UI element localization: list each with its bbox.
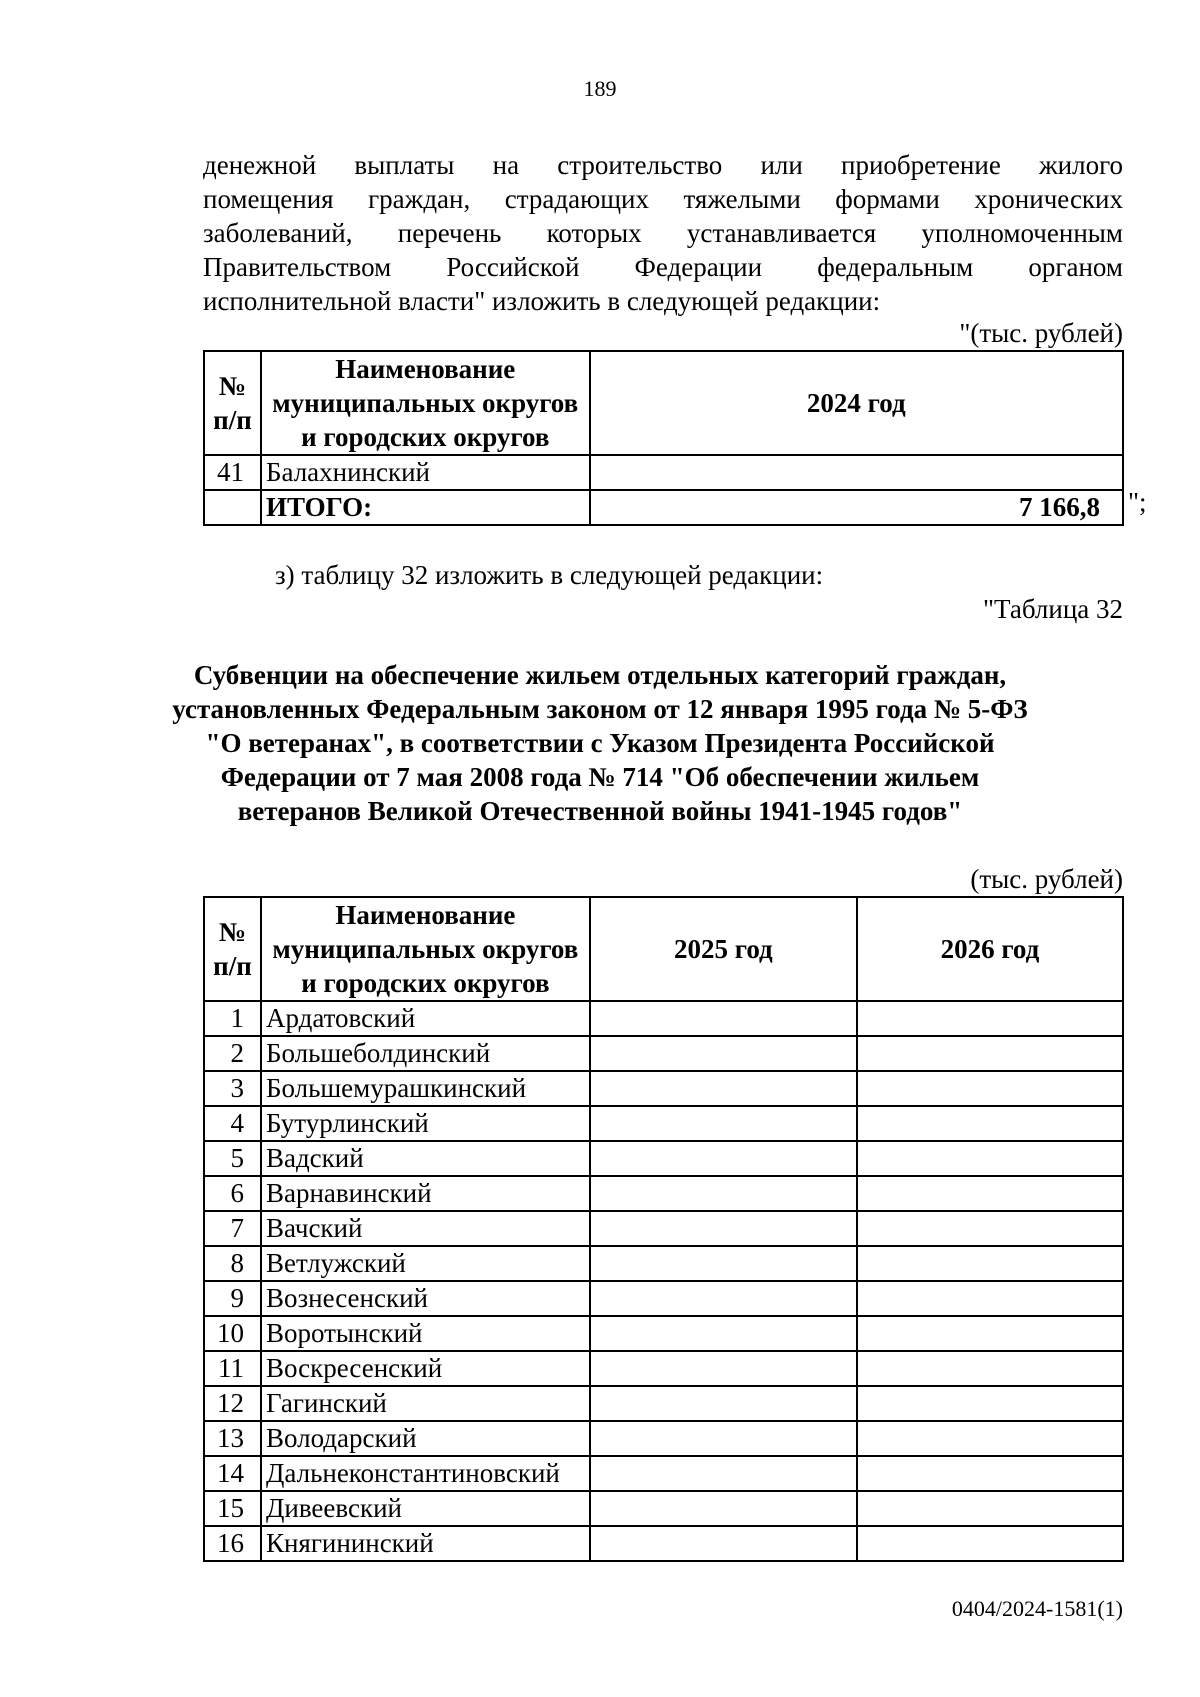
- row-value-2025: [590, 1456, 857, 1491]
- table-label: "Таблица 32: [983, 594, 1123, 624]
- row-name: Гагинский: [261, 1386, 590, 1421]
- row-name: Дивеевский: [261, 1491, 590, 1526]
- row-value-2026: [857, 1246, 1123, 1281]
- row-value-2026: [857, 1526, 1123, 1561]
- table2-units: (тыс. рублей): [970, 864, 1123, 894]
- table2-header-name: Наименование муниципальных округов и городских округов: [261, 897, 590, 1001]
- row-value-2025: [590, 1386, 857, 1421]
- row-value-2026: [857, 1141, 1123, 1176]
- row-value-2025: [590, 1491, 857, 1526]
- row-num: 11: [204, 1351, 261, 1386]
- row-name: Варнавинский: [261, 1176, 590, 1211]
- row-num: 41: [204, 455, 261, 490]
- row-value-2026: [857, 1421, 1123, 1456]
- document-code: 0404/2024-1581(1): [951, 1596, 1123, 1621]
- table2-header-num: № п/п: [204, 897, 261, 1001]
- row-value-2025: [590, 1211, 857, 1246]
- row-name: Балахнинский: [261, 455, 590, 490]
- row-num: 1: [204, 1001, 261, 1036]
- table1-total-row: [204, 490, 1123, 525]
- row-name: Ардатовский: [261, 1001, 590, 1036]
- table-row: [204, 1456, 1123, 1491]
- total-num: [204, 490, 261, 525]
- row-value-2026: [857, 1386, 1123, 1421]
- heading-line: Субвенции на обеспечение жильем отдельных категорий граждан,: [193, 660, 1007, 690]
- heading-line: Федерации от 7 мая 2008 года № 714 "Об обеспечении жильем: [220, 762, 980, 792]
- table-row: [204, 1176, 1123, 1211]
- row-value-2026: [857, 1176, 1123, 1211]
- table-row: [204, 1351, 1123, 1386]
- row-num: 3: [204, 1071, 261, 1106]
- table1-closing-quote: ";: [1128, 487, 1147, 517]
- row-num: 15: [204, 1491, 261, 1526]
- table-row: [204, 1141, 1123, 1176]
- row-value-2025: [590, 1106, 857, 1141]
- row-value-2026: [857, 1106, 1123, 1141]
- table-row: [204, 1526, 1123, 1561]
- row-value-2025: [590, 1281, 857, 1316]
- row-value-2025: [590, 1316, 857, 1351]
- row-num: 13: [204, 1421, 261, 1456]
- row-num: 7: [204, 1211, 261, 1246]
- table-row: [204, 1281, 1123, 1316]
- table-row: [204, 1246, 1123, 1281]
- row-value-2025: [590, 1036, 857, 1071]
- row-name: Воротынский: [261, 1316, 590, 1351]
- total-value: 7 166,8: [590, 490, 1123, 525]
- table2-header-row: [204, 897, 1123, 1001]
- heading-line: установленных Федеральным законом от 12 января 1995 года № 5-ФЗ: [172, 694, 1028, 724]
- row-name: Вачский: [261, 1211, 590, 1246]
- table-row: [204, 1106, 1123, 1141]
- row-value-2026: [857, 1351, 1123, 1386]
- row-value-2026: [857, 1281, 1123, 1316]
- row-value-2025: [590, 1071, 857, 1106]
- row-name: Воскресенский: [261, 1351, 590, 1386]
- table-row: [204, 1071, 1123, 1106]
- intro-line: заболеваний, перечень которых устанавливается уполномоченным: [203, 218, 1123, 248]
- table1-header-row: [204, 351, 1123, 455]
- table-row: [204, 1211, 1123, 1246]
- table-row: [204, 1001, 1123, 1036]
- table2-heading: [150, 658, 1050, 828]
- row-num: 12: [204, 1386, 261, 1421]
- table-row: [204, 1036, 1123, 1071]
- row-value-2025: [590, 1526, 857, 1561]
- row-name: Дальнеконстантиновский: [261, 1456, 590, 1491]
- intro-line: денежной выплаты на строительство или приобретение жилого: [203, 150, 1123, 180]
- table2: [203, 896, 1124, 1562]
- table-row: [204, 1316, 1123, 1351]
- row-value-2026: [857, 1491, 1123, 1526]
- row-num: 9: [204, 1281, 261, 1316]
- table-row: [204, 1491, 1123, 1526]
- page-number: 189: [583, 76, 617, 101]
- row-name: Вознесенский: [261, 1281, 590, 1316]
- row-num: 6: [204, 1176, 261, 1211]
- row-value-2026: [857, 1071, 1123, 1106]
- table1-header-num: № п/п: [204, 351, 261, 455]
- table1-units: "(тыс. рублей): [959, 318, 1123, 348]
- table1: [203, 350, 1124, 526]
- row-num: 16: [204, 1526, 261, 1561]
- row-num: 14: [204, 1456, 261, 1491]
- intro-paragraph: [203, 148, 1123, 318]
- row-value-2025: [590, 1141, 857, 1176]
- row-name: Ветлужский: [261, 1246, 590, 1281]
- heading-line: "О ветеранах", в соответствии с Указом Президента Российской: [205, 728, 995, 758]
- row-num: 4: [204, 1106, 261, 1141]
- row-num: 10: [204, 1316, 261, 1351]
- table-row: [204, 1421, 1123, 1456]
- heading-line: ветеранов Великой Отечественной войны 1941-1945 годов": [237, 796, 963, 826]
- row-name: Большемурашкинский: [261, 1071, 590, 1106]
- table-row: [204, 455, 1123, 490]
- row-value-2025: [590, 1421, 857, 1456]
- row-value-2025: [590, 1351, 857, 1386]
- row-name: Большеболдинский: [261, 1036, 590, 1071]
- intro-line: исполнительной власти" изложить в следующей редакции:: [203, 286, 881, 316]
- row-name: Вадский: [261, 1141, 590, 1176]
- row-value-2025: [590, 1176, 857, 1211]
- row-value-2026: [857, 1001, 1123, 1036]
- row-name: Бутурлинский: [261, 1106, 590, 1141]
- row-num: 2: [204, 1036, 261, 1071]
- table1-header-year: 2024 год: [590, 351, 1123, 455]
- row-value-2025: [590, 1246, 857, 1281]
- intro-line: помещения граждан, страдающих тяжелыми формами хронических: [203, 184, 1123, 214]
- row-value-2025: [590, 1001, 857, 1036]
- table1-header-name: Наименование муниципальных округов и городских округов: [261, 351, 590, 455]
- row-num: 8: [204, 1246, 261, 1281]
- intro-line: Правительством Российской Федерации федеральным органом: [203, 252, 1123, 282]
- row-value-2026: [857, 1456, 1123, 1491]
- row-value: [590, 455, 1123, 490]
- table2-header-year2: 2026 год: [857, 897, 1123, 1001]
- row-name: Володарский: [261, 1421, 590, 1456]
- row-value-2026: [857, 1211, 1123, 1246]
- row-value-2026: [857, 1036, 1123, 1071]
- section-z-text: з) таблицу 32 изложить в следующей редакции:: [275, 560, 824, 590]
- table2-header-year1: 2025 год: [590, 897, 857, 1001]
- row-name: Княгининский: [261, 1526, 590, 1561]
- row-num: 5: [204, 1141, 261, 1176]
- table-row: [204, 1386, 1123, 1421]
- total-label: ИТОГО:: [261, 490, 590, 525]
- row-value-2026: [857, 1316, 1123, 1351]
